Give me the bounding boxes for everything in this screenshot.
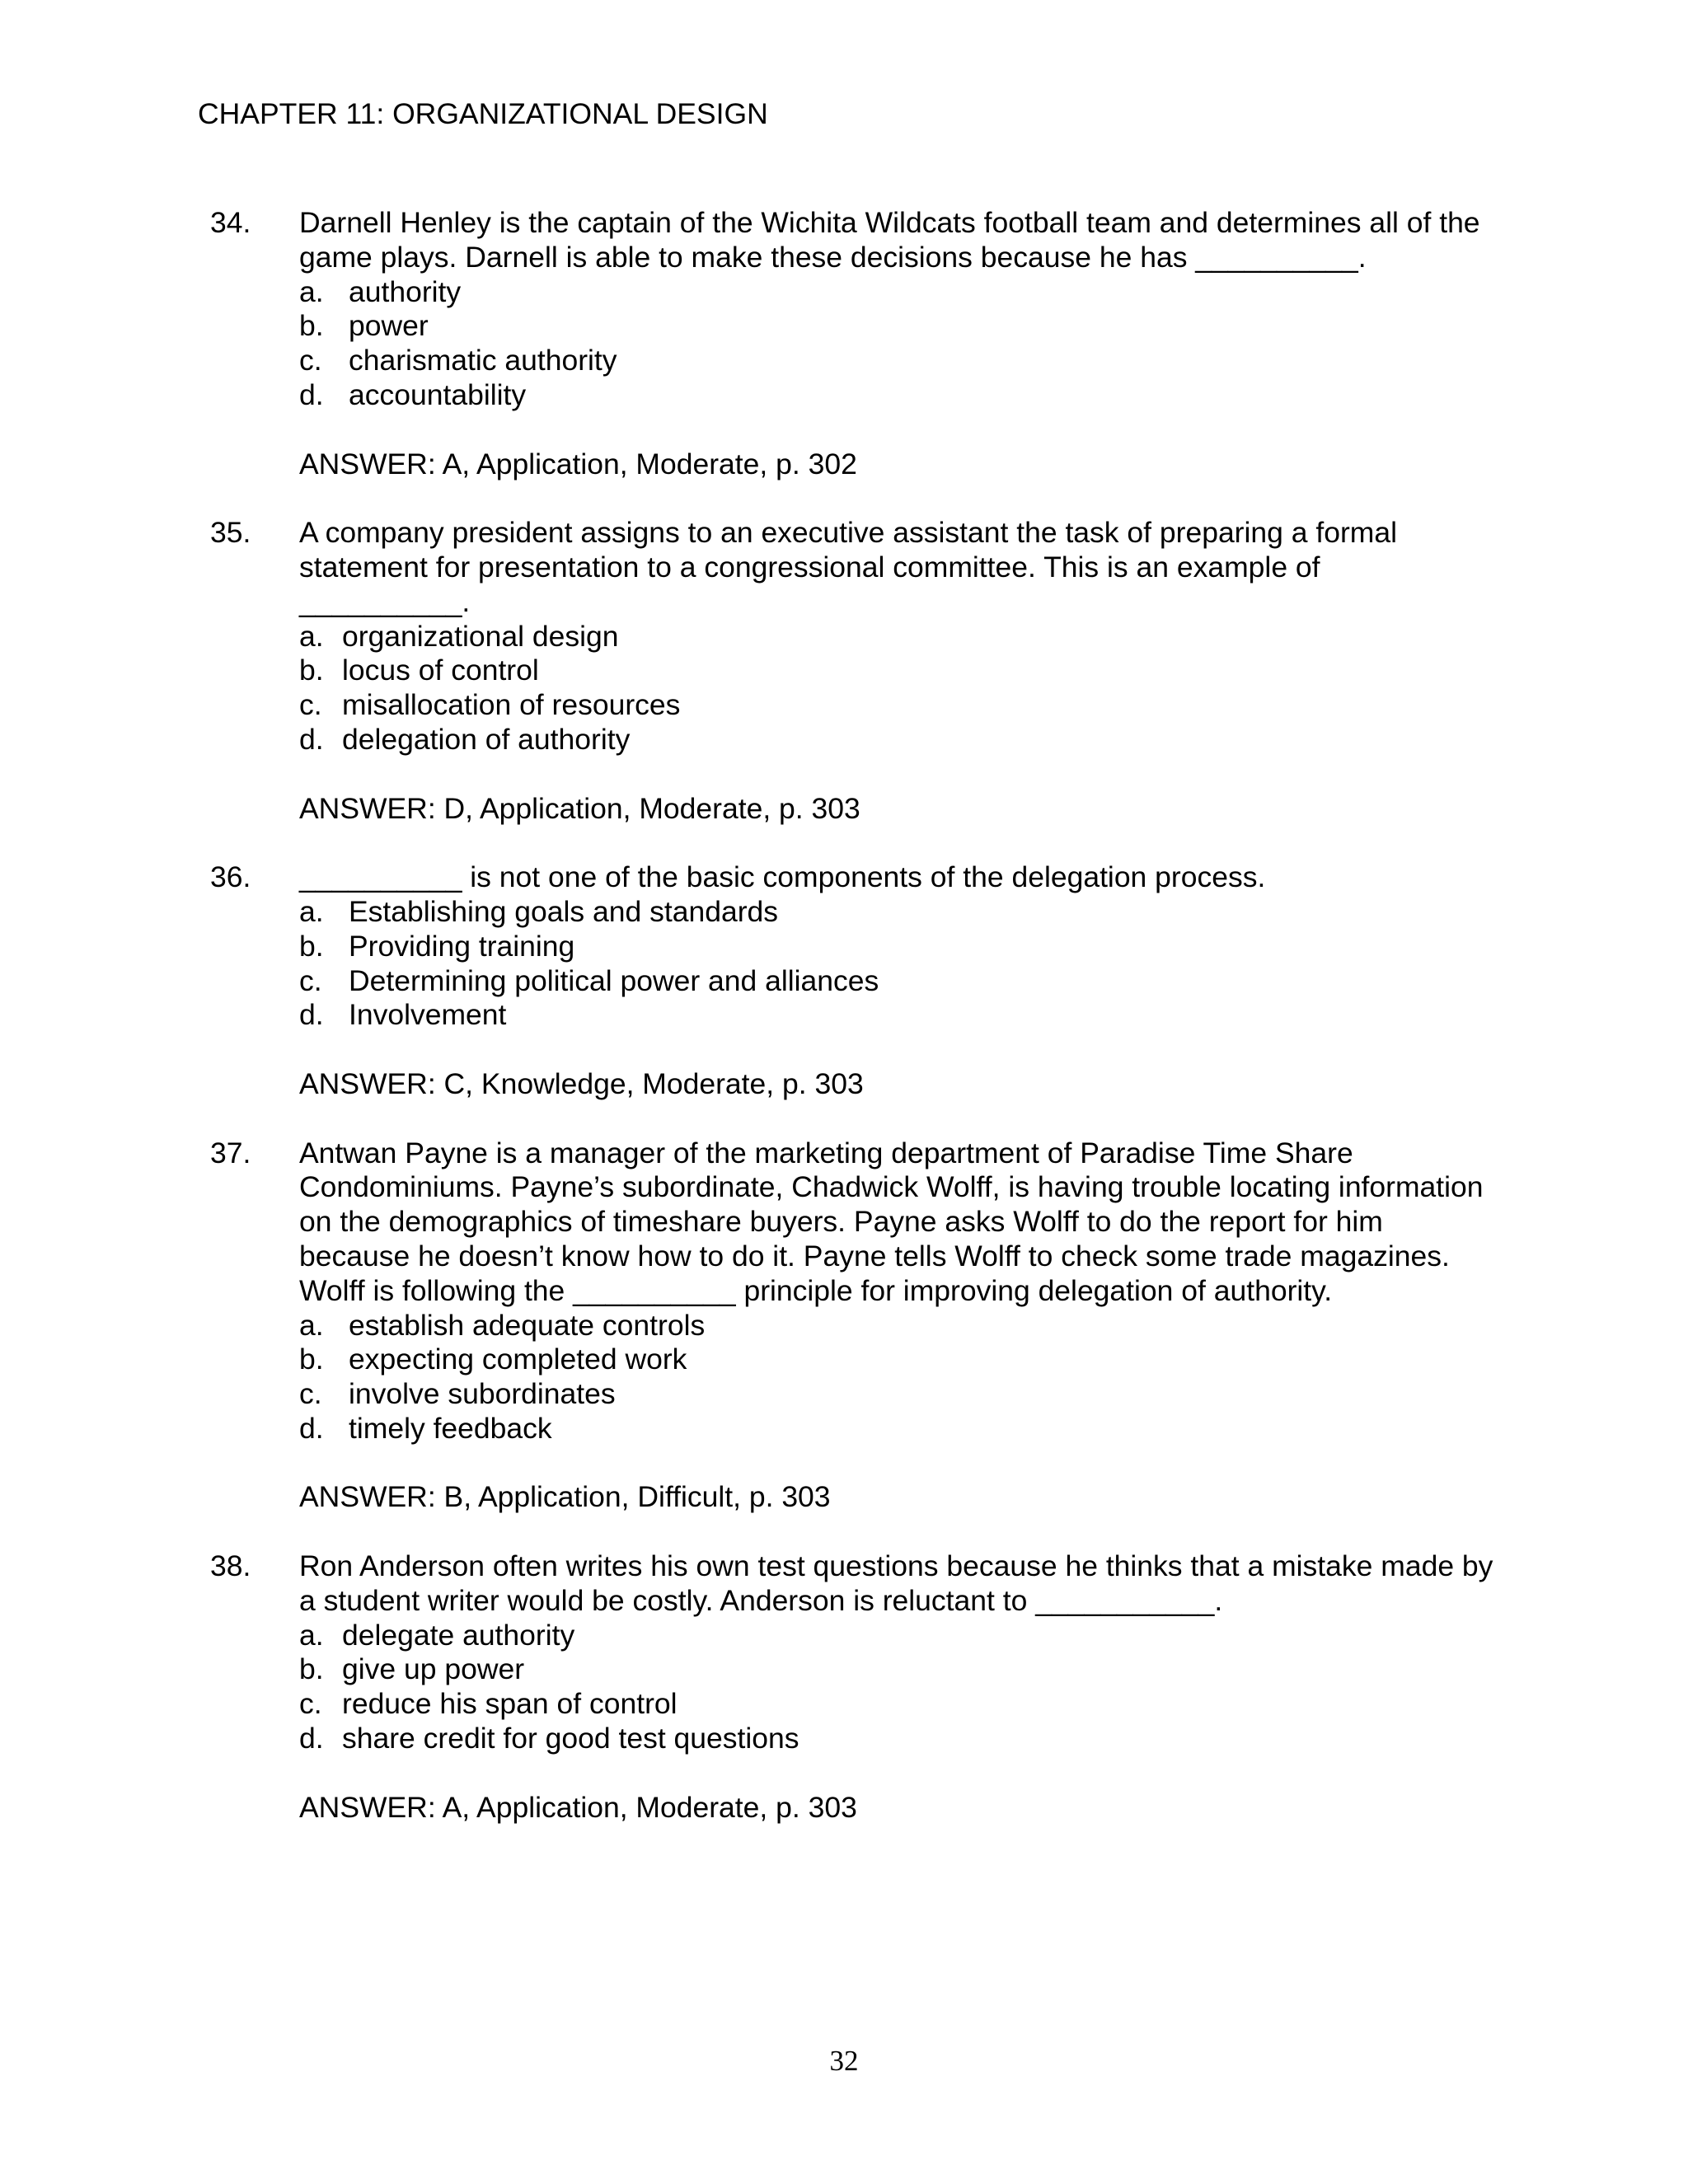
question-list: [210, 206, 1496, 1859]
option-text: Establishing goals and standards: [349, 894, 779, 928]
question-stem: Ron Anderson often writes his own test questions because he thinks that a mistake made by a student writer would be costly. Anderson is reluctant to ___________.: [299, 1549, 1493, 1617]
option-text: misallocation of resources: [342, 688, 681, 722]
option-d: [299, 378, 1496, 413]
option-letter: a.: [299, 1618, 324, 1652]
option-a: [299, 1619, 1496, 1653]
option-letter: a.: [299, 1308, 324, 1342]
answer-key: ANSWER: A, Application, Moderate, p. 302: [299, 447, 857, 480]
option-c: [299, 1687, 1496, 1722]
option-letter: c.: [299, 1377, 322, 1411]
option-a: [299, 895, 1496, 930]
option-letter: a.: [299, 894, 324, 928]
option-letter: b.: [299, 929, 324, 963]
option-text: accountability: [349, 377, 527, 411]
option-text: share credit for good test questions: [342, 1722, 799, 1755]
option-letter: d.: [299, 722, 324, 756]
option-text: charismatic authority: [349, 344, 617, 377]
option-text: power: [349, 309, 429, 343]
question-38: [210, 1549, 1496, 1825]
option-c: [299, 344, 1496, 378]
option-letter: c.: [299, 688, 322, 722]
option-text: timely feedback: [349, 1411, 552, 1445]
answer-key: ANSWER: B, Application, Difficult, p. 303: [299, 1480, 831, 1514]
option-letter: a.: [299, 619, 324, 653]
question-stem: Antwan Payne is a manager of the marketing department of Paradise Time Share Condominiums. Payne’s subordinate, Chadwick Wolff, is having trouble locating information on the demographics of timeshare buyers. Payne asks Wolff to do the report for him because he doesn’t know how to do it. Payne tells Wolff to check some trade magazines. Wolff is following the __________ principle for improving delegation of authority.: [299, 1136, 1484, 1307]
answer-options: [299, 895, 1496, 1033]
answer-options: [299, 275, 1496, 413]
question-stem: __________ is not one of the basic components of the delegation process.: [299, 860, 1266, 894]
answer-options: [299, 1619, 1496, 1756]
option-text: Involvement: [349, 998, 507, 1032]
option-letter: d.: [299, 1722, 324, 1755]
question-stem: Darnell Henley is the captain of the Wichita Wildcats football team and determines all of the game plays. Darnell is able to make these decisions because he has __________.: [299, 206, 1480, 274]
question-number: 37.: [210, 1136, 251, 1169]
question-number: 36.: [210, 860, 251, 894]
option-text: reduce his span of control: [342, 1687, 678, 1721]
option-d: [299, 998, 1496, 1033]
option-b: [299, 1652, 1496, 1687]
question-number: 35.: [210, 516, 251, 550]
option-text: involve subordinates: [349, 1377, 616, 1411]
option-letter: c.: [299, 344, 322, 377]
option-c: [299, 688, 1496, 723]
question-34: [210, 206, 1496, 481]
question-35: [210, 516, 1496, 826]
option-text: authority: [349, 274, 462, 308]
option-text: establish adequate controls: [349, 1308, 706, 1342]
question-number: 38.: [210, 1549, 251, 1583]
option-a: [299, 275, 1496, 310]
option-letter: d.: [299, 377, 324, 411]
option-d: [299, 1722, 1496, 1756]
option-b: [299, 930, 1496, 964]
option-letter: d.: [299, 998, 324, 1032]
answer-key: ANSWER: C, Knowledge, Moderate, p. 303: [299, 1066, 864, 1100]
question-36: [210, 860, 1496, 1102]
answer-key: ANSWER: A, Application, Moderate, p. 303: [299, 1790, 857, 1824]
option-text: locus of control: [342, 654, 539, 687]
option-text: organizational design: [342, 619, 619, 653]
chapter-header: CHAPTER 11: ORGANIZATIONAL DESIGN: [198, 97, 768, 130]
option-d: [299, 1412, 1496, 1446]
option-letter: b.: [299, 654, 324, 687]
option-letter: b.: [299, 1343, 324, 1376]
option-b: [299, 309, 1496, 344]
option-d: [299, 723, 1496, 757]
option-text: expecting completed work: [349, 1343, 687, 1376]
option-a: [299, 1309, 1496, 1343]
answer-options: [299, 1309, 1496, 1446]
option-text: delegate authority: [342, 1618, 575, 1652]
option-text: Providing training: [349, 929, 575, 963]
page-number: 32: [829, 2045, 859, 2077]
option-c: [299, 964, 1496, 999]
option-text: give up power: [342, 1652, 525, 1686]
option-c: [299, 1377, 1496, 1412]
option-b: [299, 1343, 1496, 1377]
option-a: [299, 620, 1496, 654]
option-letter: a.: [299, 274, 324, 308]
question-stem: A company president assigns to an executive assistant the task of preparing a formal statement for presentation to a congressional committee. This is an example of __________.: [299, 516, 1397, 618]
option-letter: d.: [299, 1411, 324, 1445]
question-37: [210, 1137, 1496, 1516]
option-letter: b.: [299, 1652, 324, 1686]
answer-key: ANSWER: D, Application, Moderate, p. 303: [299, 791, 860, 825]
option-letter: b.: [299, 309, 324, 343]
question-number: 34.: [210, 206, 251, 239]
option-letter: c.: [299, 1687, 322, 1721]
option-text: delegation of authority: [342, 722, 631, 756]
option-letter: c.: [299, 963, 322, 997]
answer-options: [299, 620, 1496, 757]
option-text: Determining political power and alliances: [349, 963, 879, 997]
option-b: [299, 654, 1496, 688]
